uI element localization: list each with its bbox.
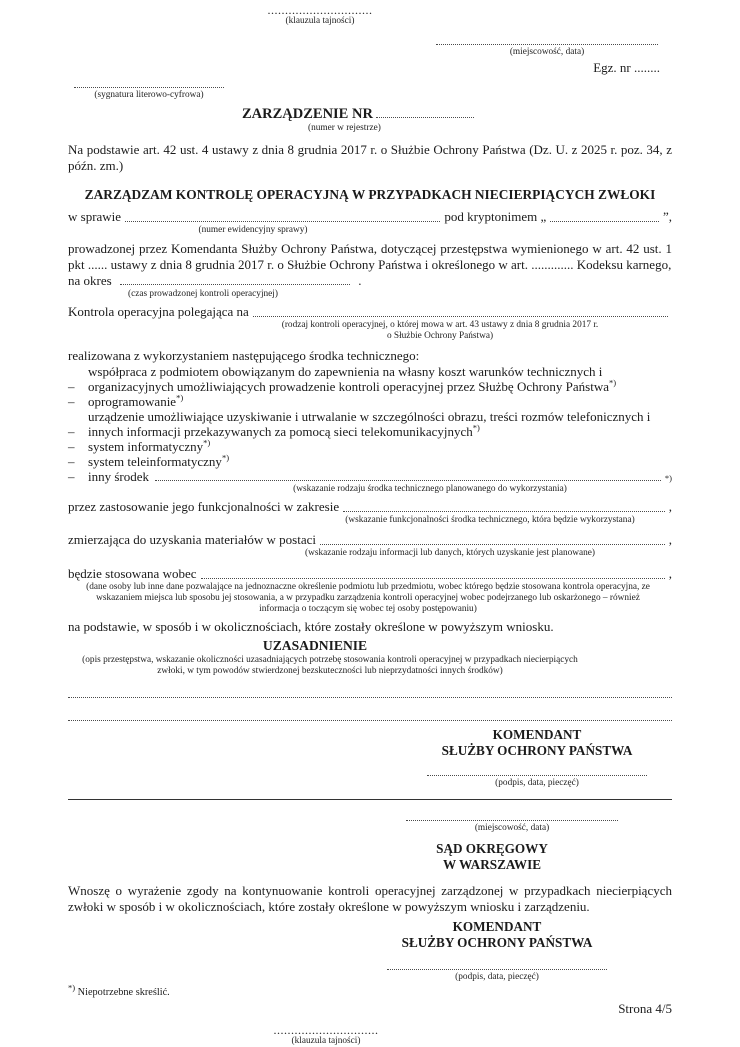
field-inny-srodek[interactable] — [155, 480, 661, 481]
field-uzasadnienie-line-2[interactable] — [68, 708, 672, 721]
list-item-text: współpraca z podmiotem obowiązanym do zapewnienia na własny koszt warunków technicznych i organizacyjnych umożliwiających prowadzenie kontroli operacyjnej przez Służbę Ochrony Państwa — [88, 364, 610, 394]
justification-label: (opis przestępstwa, wskazanie okoliczności uzasadniających potrzebę stosowania kontroli operacyjnej w przypadkach niecierpiących zwłoki, w tym powodów stwierdzonej bezskuteczności lub nieprzydatności innych środków) — [82, 655, 578, 676]
footnote-text: Niepotrzebne skreślić. — [75, 987, 170, 998]
list-item-text: urządzenie umożliwiające uzyskiwanie i utrwalanie w szczególności obrazu, treści rozmów telefonicznych i innych informacji przekazywanych za pomocą sieci telekomunikacyjnych — [88, 409, 651, 439]
numer-w-rejestrze-label: (numer w rejestrze) — [308, 123, 381, 133]
list-item-text: inny środek — [88, 469, 150, 484]
footnote-ref: *) — [609, 377, 617, 388]
dash-marker: – — [68, 424, 75, 439]
court-name-line-1: SĄD OKRĘGOWY — [436, 841, 548, 856]
sygnatura-label: (sygnatura literowo-cyfrowa) — [94, 90, 204, 100]
rodzaj-kontroli-label-1: (rodzaj kontroli operacyjnej, o której mowa w art. 43 ustawy z dnia 8 grudnia 2017 r. — [281, 320, 599, 330]
classification-bottom — [246, 1024, 406, 1047]
order-title-row — [68, 105, 672, 123]
rodzaj-kontroli-label-2: o Służbie Ochrony Państwa) — [386, 331, 494, 341]
field-klauzula-tajnosci-top[interactable]: .............................. — [267, 3, 373, 17]
dash-marker: – — [68, 454, 75, 469]
period-end-dot: . — [358, 273, 362, 288]
field-sygnatura[interactable] — [74, 77, 224, 88]
list-item-text: system informatyczny — [88, 439, 204, 454]
field-numer-sprawy[interactable] — [125, 221, 440, 222]
dash-marker: – — [68, 379, 75, 394]
dash-marker: – — [68, 469, 75, 484]
comma: , — [668, 499, 672, 514]
field-podpis-2[interactable] — [387, 959, 607, 970]
materials-line — [68, 532, 672, 548]
commander-subtitle: SŁUŻBY OCHRONY PAŃSTWA — [441, 743, 633, 758]
commander-title: KOMENDANT — [452, 919, 542, 934]
klauzula-tajnosci-bottom-label: (klauzula tajności) — [291, 1036, 361, 1046]
field-rodzaj-kontroli[interactable] — [253, 316, 668, 317]
comma: , — [668, 532, 672, 547]
footnote-ref: *) — [221, 452, 230, 463]
list-item — [68, 394, 672, 409]
field-uzasadnienie-line-1[interactable] — [68, 685, 672, 698]
list-item-text: oprogramowanie — [88, 394, 177, 409]
justification-heading: UZASADNIENIE — [262, 638, 368, 653]
control-type-line — [68, 304, 672, 320]
period-line — [68, 273, 672, 289]
period-prefix: na okres — [68, 273, 112, 288]
order-heading: ZARZĄDZAM KONTROLĘ OPERACYJNĄ W PRZYPADKACH NIECIERPIĄCYCH ZWŁOKI — [84, 187, 656, 202]
field-numer-w-rejestrze[interactable] — [376, 107, 474, 118]
order-title: ZARZĄDZENIE NR — [242, 106, 373, 122]
field-miejscowosc-data-top[interactable] — [436, 34, 658, 45]
materialy-label: (wskazanie rodzaju informacji lub danych, których uzyskanie jest planowane) — [305, 548, 595, 558]
functionality-line — [68, 499, 672, 515]
control-type-prefix: Kontrola operacyjna polegająca na — [68, 304, 249, 319]
comma: , — [668, 566, 672, 581]
case-prefix: w sprawie — [68, 209, 122, 224]
conducted-by-paragraph: prowadzonej przez Komendanta Służby Ochrony Państwa, dotyczącej przestępstwa wymienionego w art. 42 ust. 1 pkt ...... ustawy z dnia 8 grudnia 2017 r. o Służbie Ochrony Państwa i określonego w art. ............. Kodeksu karnego, — [68, 241, 672, 272]
list-item-text: system teleinformatyczny — [88, 454, 222, 469]
inny-srodek-label: (wskazanie rodzaju środka technicznego planowanego do wykorzystania) — [293, 484, 567, 494]
footnote-marker: *) — [68, 982, 76, 993]
numer-sprawy-label: (numer ewidencyjny sprawy) — [198, 225, 308, 235]
field-materialy[interactable] — [320, 544, 665, 545]
case-line — [68, 209, 672, 225]
wobec-label: (dane osoby lub inne dane pozwalające na jednoznaczne określenie podmiotu lub przedmiotu, wobec którego będzie stosowana kontrola operacyjna, ze wskazaniem miejsca lub sposobu jej stosowania, a w przypadku zarządzenia kontroli operacyjnej wobec podejrzanego lub oskarżonego – również informacja o toczącym się wobec tej osoby postępowaniu) — [86, 582, 650, 614]
field-wobec[interactable] — [201, 578, 665, 579]
field-kryptonim[interactable] — [550, 221, 659, 222]
legal-basis-paragraph: Na podstawie art. 42 ust. 4 ustawy z dnia 8 grudnia 2017 r. o Służbie Ochrony Państwa (Dz. U. z 2025 r. poz. 34, z późn. zm.) — [68, 142, 672, 173]
commander-subtitle: SŁUŻBY OCHRONY PAŃSTWA — [401, 935, 593, 950]
page-number: Strona 4/5 — [618, 1001, 672, 1016]
list-item — [68, 364, 672, 394]
court-name — [377, 841, 607, 873]
field-funkcjonalnosc[interactable] — [343, 511, 665, 512]
miejscowosc-data-top-label: (miejscowość, data) — [509, 47, 585, 57]
materials-prefix: zmierzająca do uzyskania materiałów w postaci — [68, 532, 316, 547]
footnote-ref: *) — [176, 392, 184, 403]
podpis-1-label: (podpis, data, pieczęć) — [495, 778, 579, 788]
list-item — [68, 439, 672, 454]
list-item — [68, 454, 672, 469]
court-name-line-2: W WARSZAWIE — [442, 857, 542, 872]
applied-to-line — [68, 566, 672, 582]
dash-marker: – — [68, 439, 75, 454]
czas-kontroli-label: (czas prowadzonej kontroli operacyjnej) — [128, 289, 278, 299]
commander-signature-1 — [402, 727, 672, 789]
kryptonim-label: pod kryptonimem „ — [444, 209, 547, 224]
functionality-prefix: przez zastosowanie jego funkcjonalności w zakresie — [68, 499, 340, 514]
field-miejscowosc-data-2[interactable] — [406, 810, 618, 821]
classification-top — [240, 4, 400, 27]
copy-number[interactable]: Egz. nr ........ — [593, 60, 660, 75]
technical-means-intro: realizowana z wykorzystaniem następującego środka technicznego: — [68, 348, 420, 363]
section-divider — [68, 799, 672, 800]
court-block — [377, 810, 647, 873]
commander-signature-2 — [362, 919, 632, 983]
footnote-ref: *) — [472, 422, 480, 433]
list-item — [68, 409, 672, 439]
list-item-other: – inny środek *) — [68, 469, 672, 484]
request-paragraph: Wnoszę o wyrażenie zgody na kontynuowanie kontroli operacyjnej zarządzonej w przypadkach niecierpiących zwłoki w sposób i w okolicznościach, które zostały określone w powyższym wniosku i zarządzeniu. — [68, 883, 672, 914]
commander-title: KOMENDANT — [492, 727, 582, 742]
dash-marker: – — [68, 394, 75, 409]
basis-sentence: na podstawie, w sposób i w okolicznościach, które zostały określone w powyższym wniosku. — [68, 619, 554, 634]
klauzula-tajnosci-top-label: (klauzula tajności) — [285, 16, 355, 26]
podpis-2-label: (podpis, data, pieczęć) — [455, 972, 539, 982]
funkcjonalnosc-label: (wskazanie funkcjonalności środka technicznego, która będzie wykorzystana) — [345, 515, 635, 525]
field-podpis-1[interactable] — [427, 765, 647, 776]
miejscowosc-data-2-label: (miejscowość, data) — [474, 823, 550, 833]
place-date-top — [436, 34, 658, 58]
field-czas-kontroli[interactable] — [120, 274, 350, 285]
kryptonim-close: ”, — [662, 209, 672, 224]
footnote-ref: *) — [203, 437, 211, 448]
technical-means-list — [68, 364, 672, 484]
applied-to-prefix: będzie stosowana wobec — [68, 566, 197, 581]
signature-code-block — [74, 77, 224, 101]
field-klauzula-tajnosci-bottom[interactable]: .............................. — [273, 1023, 379, 1037]
footnote — [68, 982, 672, 999]
